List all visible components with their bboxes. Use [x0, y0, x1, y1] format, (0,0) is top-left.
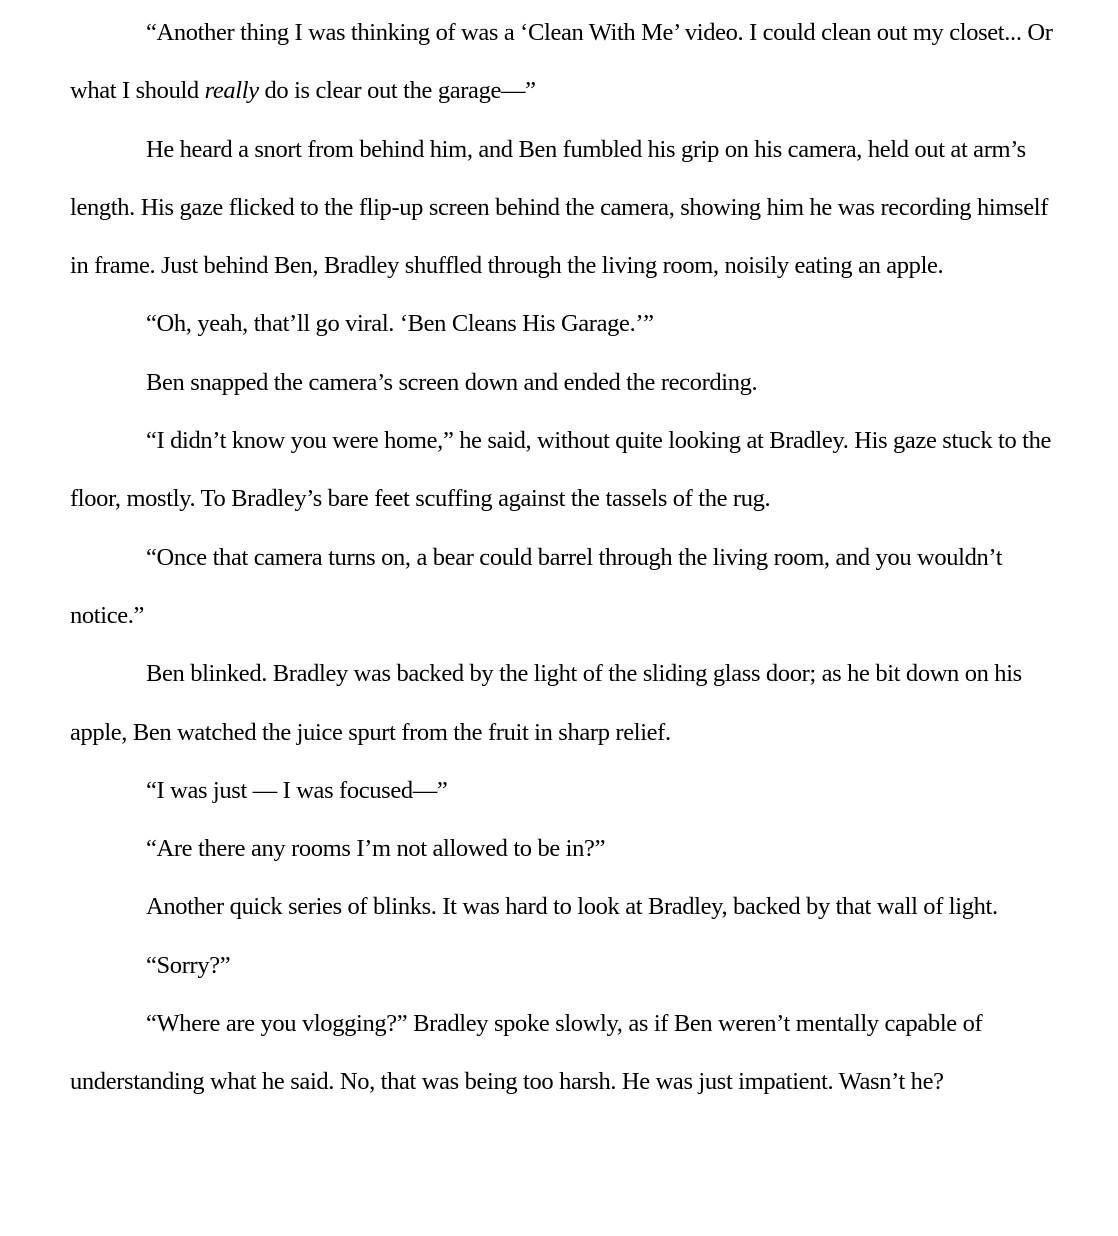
- paragraph: [70, 412, 1065, 529]
- paragraph-text: “Sorry?”: [146, 951, 231, 979]
- paragraph: [70, 878, 1065, 936]
- paragraph-text: Ben blinked. Bradley was backed by the light of the sliding glass door; as he bit down on his apple, Ben watched the juice spurt from the fruit in sharp relief.: [70, 660, 1022, 746]
- paragraph: [70, 4, 1065, 121]
- paragraph: [70, 937, 1065, 995]
- paragraph-text: “Once that camera turns on, a bear could barrel through the living room, and you wouldn’t notice.”: [70, 543, 1003, 629]
- paragraph-text: “Where are you vlogging?” Bradley spoke slowly, as if Ben weren’t mentally capable of understanding what he said. No, that was being too harsh. He was just impatient. Wasn’t he?: [70, 1010, 983, 1096]
- paragraph-text: Ben snapped the camera’s screen down and ended the recording.: [146, 368, 758, 396]
- paragraph: [70, 762, 1065, 820]
- paragraph-text: Another quick series of blinks. It was hard to look at Bradley, backed by that wall of light.: [146, 893, 998, 921]
- paragraph-italic-text: really: [204, 77, 259, 105]
- paragraph: [70, 995, 1065, 1112]
- paragraph: [70, 295, 1065, 353]
- paragraph-text: “Oh, yeah, that’ll go viral. ‘Ben Cleans His Garage.’”: [146, 310, 654, 338]
- paragraph-text: “Another thing I was thinking of was a ‘Clean With Me’ video. I could clean out my closet... Or what I should: [70, 19, 1053, 105]
- paragraph: [70, 645, 1065, 762]
- paragraph-text: He heard a snort from behind him, and Ben fumbled his grip on his camera, held out at arm’s length. His gaze flicked to the flip-up screen behind the camera, showing him he was recording himself in frame. Just behind Ben, Bradley shuffled through the living room, noisily eating an apple.: [70, 135, 1049, 280]
- paragraph: [70, 121, 1065, 296]
- paragraph: [70, 529, 1065, 646]
- paragraph-text: “I didn’t know you were home,” he said, without quite looking at Bradley. His gaze stuck to the floor, mostly. To Bradley’s bare feet scuffing against the tassels of the rug.: [70, 427, 1052, 513]
- manuscript-page: [70, 4, 1065, 1112]
- paragraph-text: do is clear out the garage—”: [258, 77, 536, 105]
- paragraph: [70, 820, 1065, 878]
- paragraph-text: “Are there any rooms I’m not allowed to be in?”: [146, 835, 606, 863]
- paragraph-text: “I was just — I was focused—”: [146, 776, 448, 804]
- paragraph: [70, 354, 1065, 412]
